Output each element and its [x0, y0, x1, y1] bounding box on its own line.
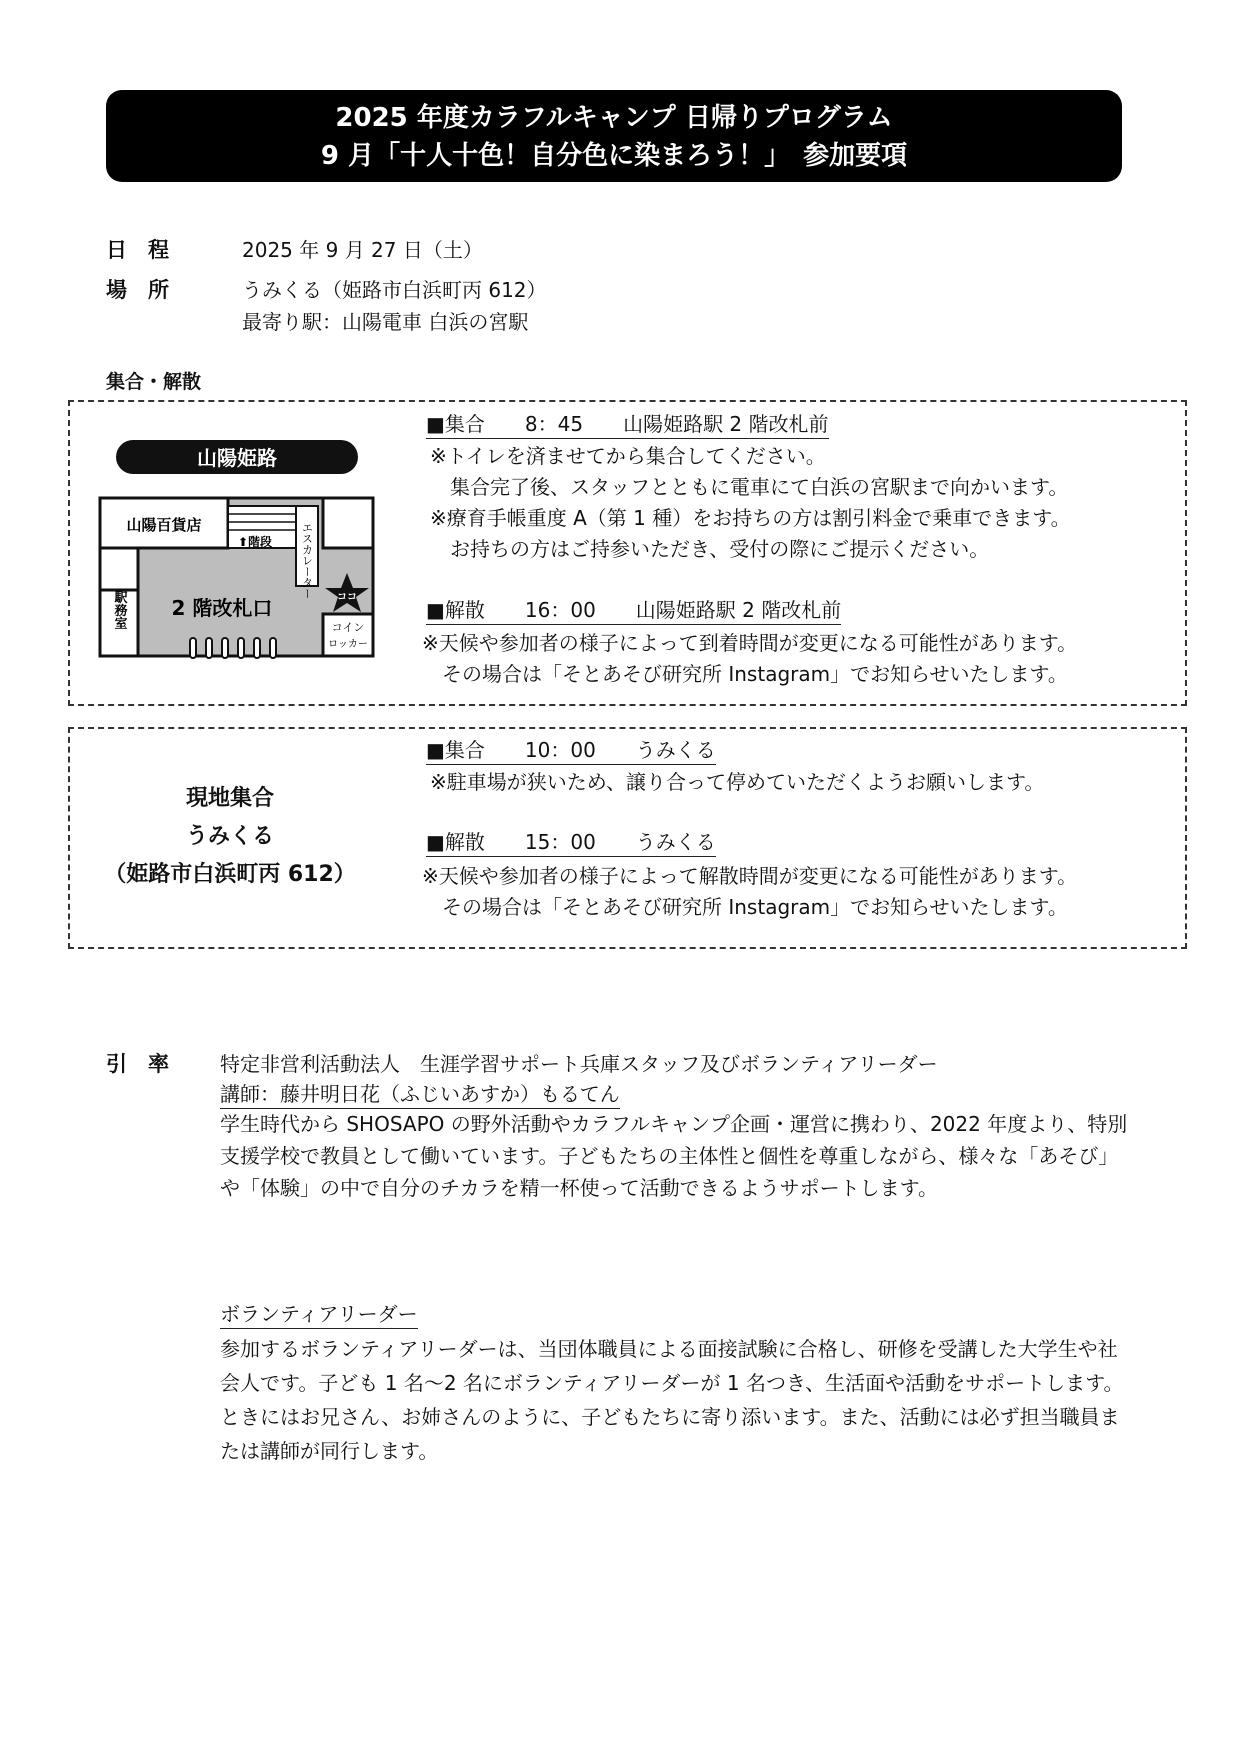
map-box-upper-right [323, 498, 373, 548]
box2-gather-title: ■集合 10：00 うみくる [426, 734, 716, 765]
volunteer-text: 参加するボランティアリーダーは、当団体職員による面接試験に合格し、研修を受講した大学生や社会人です。子ども 1 名～2 名にボランティアリーダーが 1 名つき、生活面や活動をサポートします。ときにはお兄さん、お姉さんのように、子どもたちに寄り添います。また、活動には必ず担当職員または講師が同行します。 [220, 1337, 1124, 1463]
title-line-1: 2025 年度カラフルキャンプ 日帰りプログラム [335, 103, 893, 133]
map-stairs-label: ⬆階段 [238, 535, 273, 549]
leader-instructor: 講師：藤井明日花（ふじいあすか）もるてん [220, 1078, 620, 1109]
box1-gather-note-1: ※トイレを済ませてから集合してください。 [430, 444, 826, 468]
box2-gather-note-1: ※駐車場が狭いため、譲り合って停めていただくようお願いします。 [430, 770, 1045, 794]
box2-dismiss-title: ■解散 15：00 うみくる [426, 826, 716, 857]
map-station-office-label: 駅務室 [111, 590, 127, 630]
map-station-name: 山陽姫路 [197, 446, 277, 470]
box1-gather-note-3: ※療育手帳重度 A（第 1 種）をお持ちの方は割引料金で乗車できます。 [430, 506, 1071, 530]
box2-dismiss-note-1: ※天候や参加者の様子によって解散時間が変更になる可能性があります。 [422, 864, 1078, 888]
leader-bio: 学生時代から SHOSAPO の野外活動やカラフルキャンプ企画・運営に携わり、2022 年度より、特別支援学校で教員として働いています。子どもたちの主体性と個性を尊重しながら、様々な「あそび」や「体験」の中で自分のチカラを精一杯使って活動できるようサポートします。 [220, 1112, 1128, 1200]
leader-line-1: 特定非営利活動法人 生涯学習サポート兵庫スタッフ及びボランティアリーダー [220, 1052, 938, 1076]
box2-dismiss-note-2: その場合は「そとあそび研究所 Instagram」でお知らせいたします。 [422, 895, 1068, 919]
map-here-label: ココ [337, 592, 357, 603]
box1-dismiss-note-2: その場合は「そとあそび研究所 Instagram」でお知らせいたします。 [422, 662, 1068, 686]
title-banner [106, 90, 1122, 182]
date-label: 日 程 [106, 238, 169, 262]
place-label: 場 所 [106, 278, 169, 302]
box2-left-line-3: （姫路市白浜町丙 612） [104, 862, 356, 887]
date-value: 2025 年 9 月 27 日（土） [242, 238, 483, 262]
volunteer-heading: ボランティアリーダー [220, 1298, 418, 1329]
nearest-station: 最寄り駅：山陽電車 白浜の宮駅 [242, 310, 529, 334]
station-map [98, 438, 383, 663]
box1-dismiss-title: ■解散 16：00 山陽姫路駅 2 階改札前 [426, 594, 841, 625]
title-line-2: 9 月「十人十色！自分色に染まろう！」 参加要項 [320, 141, 908, 171]
map-ticket-gate-label: 2 階改札口 [171, 596, 273, 620]
box1-gather-title: ■集合 8：45 山陽姫路駅 2 階改札前 [426, 408, 829, 439]
box2-left-line-1: 現地集合 [185, 786, 274, 811]
map-coin-locker-label-2: ロッカー [328, 639, 368, 650]
map-box-left [100, 548, 138, 590]
place-value: うみくる（姫路市白浜町丙 612） [242, 278, 547, 302]
box2-left-line-2: うみくる [185, 824, 274, 849]
gather-heading: 集合・解散 [106, 371, 202, 393]
box1-dismiss-note-1: ※天候や参加者の様子によって到着時間が変更になる可能性があります。 [422, 631, 1078, 655]
map-escalator-label: エスカレーター [300, 522, 314, 599]
box1-gather-note-2: 集合完了後、スタッフとともに電車にて白浜の宮駅まで向かいます。 [430, 475, 1069, 499]
map-dept-store-label: 山陽百貨店 [126, 516, 202, 534]
leader-label: 引 率 [106, 1052, 169, 1076]
box1-gather-note-4: お持ちの方はご持参いただき、受付の際にご提示ください。 [430, 537, 990, 561]
map-coin-locker-label-1: コイン [331, 621, 365, 634]
